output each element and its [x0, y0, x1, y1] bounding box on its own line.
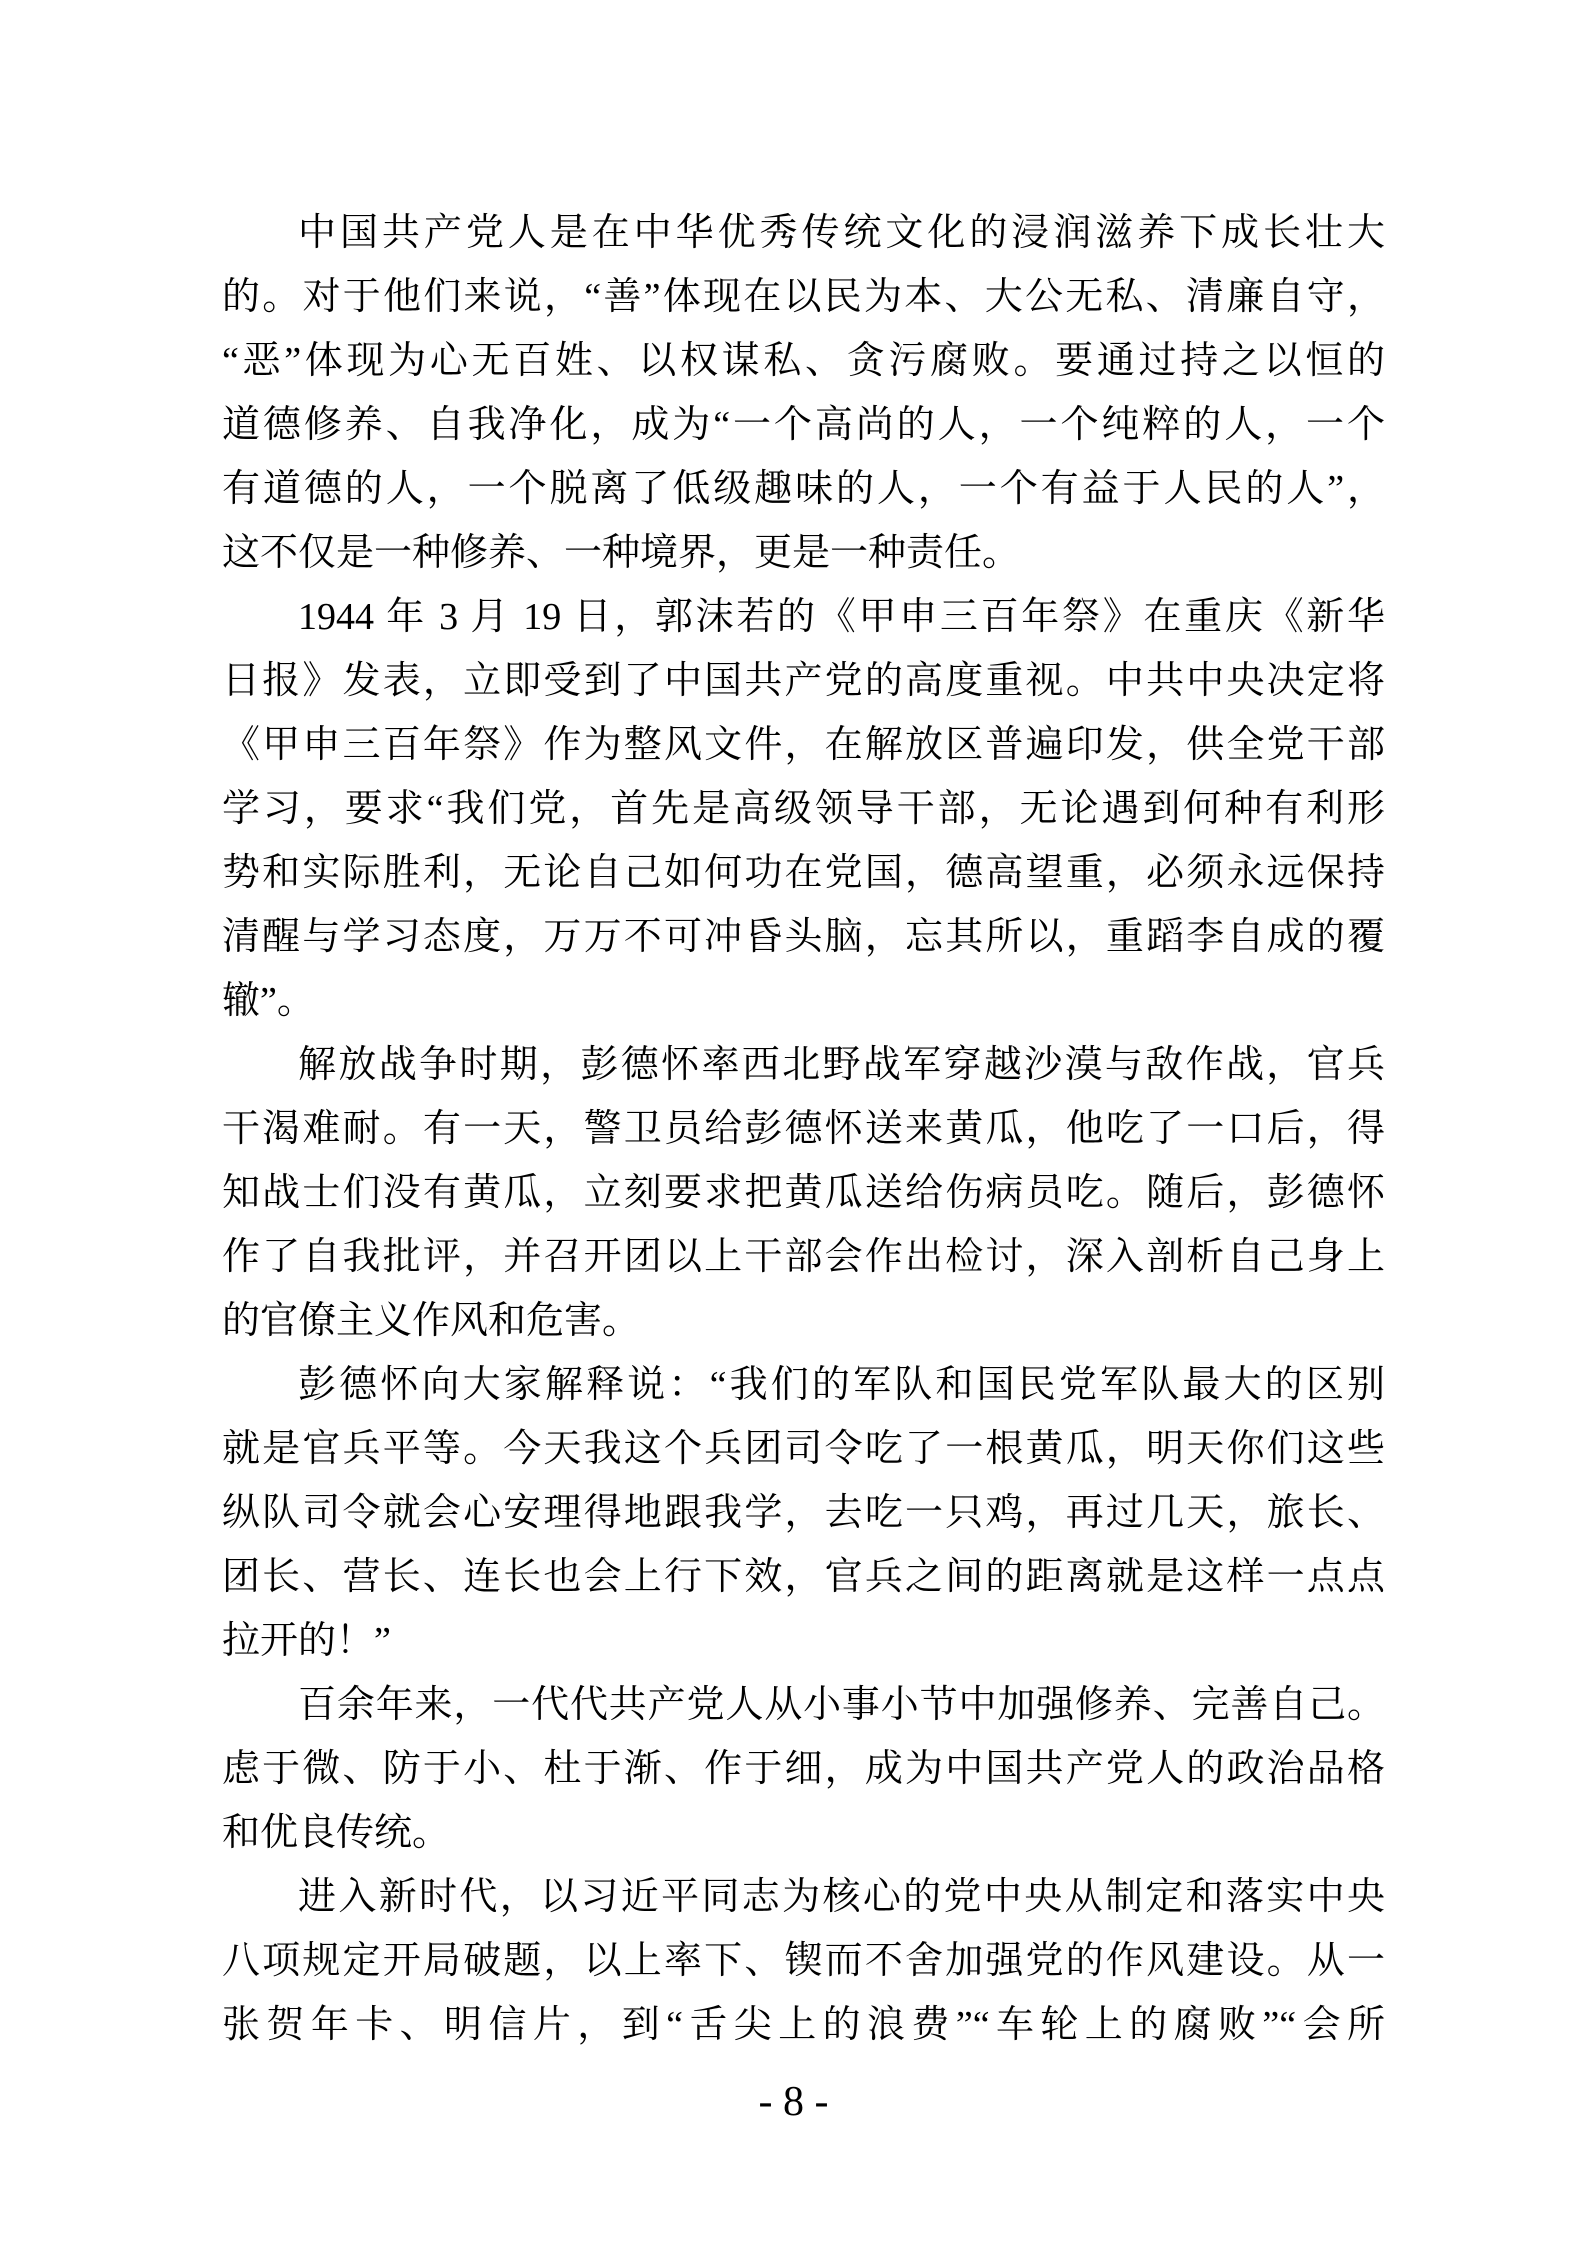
text-line: 这不仅是一种修养、一种境界，更是一种责任。 — [222, 532, 1021, 574]
text-line: 彭德怀向大家解释说：“我们的军队和国民党军队最大的区别 — [298, 1364, 1385, 1406]
text-line: 进入新时代，以习近平同志为核心的党中央从制定和落实中央 — [298, 1876, 1385, 1918]
text-line: 虑于微、防于小、杜于渐、作于细，成为中国共产党人的政治品格 — [222, 1748, 1385, 1790]
text-line: 1944 年 3 月 19 日，郭沫若的《甲申三百年祭》在重庆《新华 — [298, 596, 1385, 638]
text-line: 干渴难耐。有一天，警卫员给彭德怀送来黄瓜，他吃了一口后，得 — [222, 1108, 1385, 1150]
text-line: 道德修养、自我净化，成为“一个高尚的人，一个纯粹的人，一个 — [222, 404, 1385, 446]
text-line: 有道德的人，一个脱离了低级趣味的人，一个有益于人民的人”， — [222, 468, 1385, 510]
text-line: 就是官兵平等。今天我这个兵团司令吃了一根黄瓜，明天你们这些 — [222, 1428, 1385, 1470]
text-line: 中国共产党人是在中华优秀传统文化的浸润滋养下成长壮大 — [298, 212, 1385, 254]
text-line: 的官僚主义作风和危害。 — [222, 1300, 641, 1342]
text-line: 张贺年卡、明信片，到“舌尖上的浪费”“车轮上的腐败”“会所 — [222, 2004, 1385, 2046]
text-line: 辙”。 — [222, 980, 315, 1022]
text-line: 势和实际胜利，无论自己如何功在党国，德高望重，必须永远保持 — [222, 852, 1385, 894]
text-line: 作了自我批评，并召开团以上干部会作出检讨，深入剖析自己身上 — [222, 1236, 1385, 1278]
page-number: - 8 - — [758, 2079, 829, 2125]
text-line: 拉开的！” — [222, 1620, 391, 1662]
text-line: 的。对于他们来说，“善”体现在以民为本、大公无私、清廉自守， — [222, 276, 1385, 318]
body-text — [222, 201, 1385, 2057]
text-line: 清醒与学习态度，万万不可冲昏头脑，忘其所以，重蹈李自成的覆 — [222, 916, 1385, 958]
text-line: 纵队司令就会心安理得地跟我学，去吃一只鸡，再过几天，旅长、 — [222, 1492, 1385, 1534]
text-line: 日报》发表，立即受到了中国共产党的高度重视。中共中央决定将 — [222, 660, 1385, 702]
text-line: 团长、营长、连长也会上行下效，官兵之间的距离就是这样一点点 — [222, 1556, 1385, 1598]
text-line: “恶”体现为心无百姓、以权谋私、贪污腐败。要通过持之以恒的 — [222, 340, 1385, 382]
text-line: 学习，要求“我们党，首先是高级领导干部，无论遇到何种有利形 — [222, 788, 1385, 830]
text-line: 《甲申三百年祭》作为整风文件，在解放区普遍印发，供全党干部 — [222, 724, 1385, 766]
text-line: 解放战争时期，彭德怀率西北野战军穿越沙漠与敌作战，官兵 — [298, 1044, 1385, 1086]
text-line: 和优良传统。 — [222, 1812, 451, 1854]
text-line: 百余年来，一代代共产党人从小事小节中加强修养、完善自己。 — [298, 1684, 1385, 1726]
text-line: 知战士们没有黄瓜，立刻要求把黄瓜送给伤病员吃。随后，彭德怀 — [222, 1172, 1385, 1214]
text-line: 八项规定开局破题，以上率下、锲而不舍加强党的作风建设。从一 — [222, 1940, 1385, 1982]
